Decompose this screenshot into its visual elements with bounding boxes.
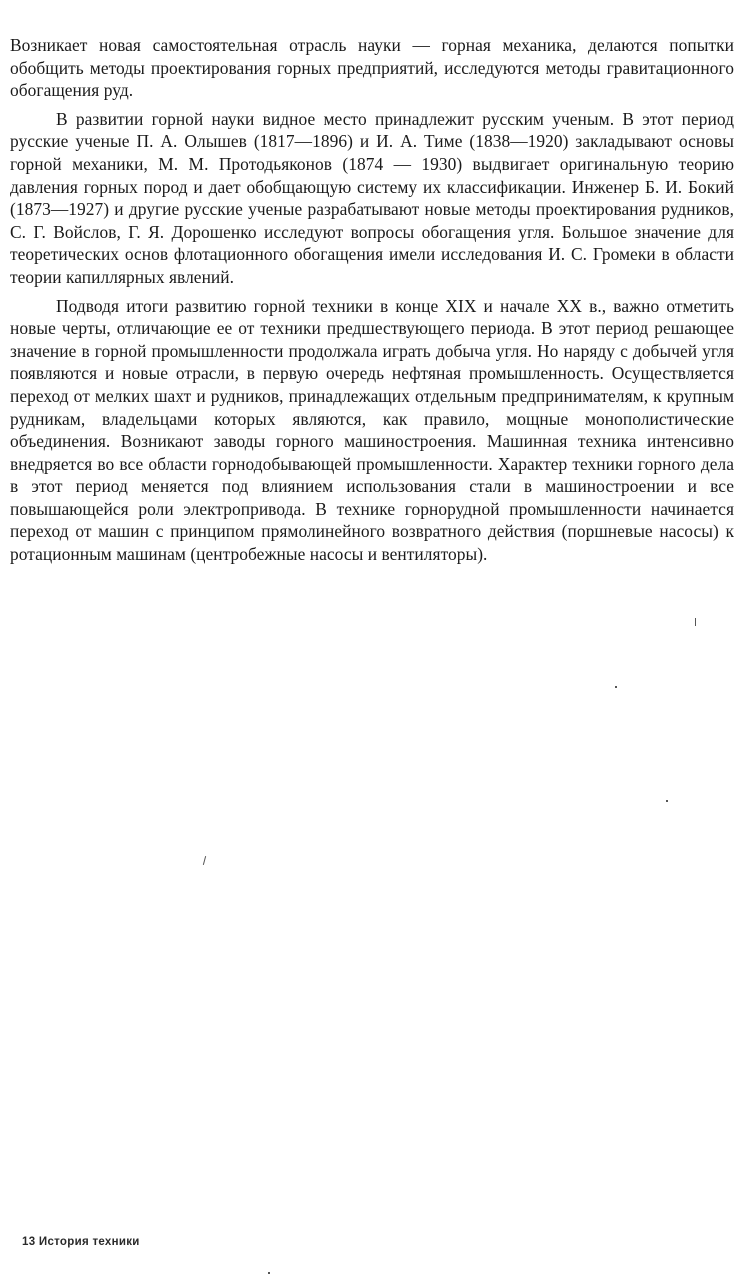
paragraph-3: Подводя итоги развитию горной техники в конце XIX и начале XX в., важно отметить новые черты, отличающие ее от техники предшествующего периода. В этот период решающее значение в горной промышленности продолжала играть добыча угля. Но наряду с добычей угля появляются и новые отрасли, в первую очередь нефтяная промышленность. Осуществляется переход от мелких шахт и рудников, принадлежащих отдельным предпринимателям, к крупным рудникам, владельцами которых являются, как правило, мощные монополистические объединения. Возникают заводы горного машиностроения. Машинная техника интенсивно внедряется во все области горнодобывающей промышленности. Характер техники горного дела в этот период меняется под влиянием использования стали в машиностроении и все повышающейся роли электропривода. В технике горнорудной промышленности начинается переход от машин с принципом прямолинейного возвратного действия (поршневые насосы) к ротационным машинам (центробежные насосы и вентиляторы). <box>10 295 734 565</box>
paragraph-1: Возникает новая самостоятельная отрасль науки — горная механика, делаются попытки обобщить методы проектирования горных предприятий, исследуются методы гравитационного обогащения руд. <box>10 35 734 101</box>
signature-mark: 13 История техники <box>22 1236 140 1248</box>
scan-speck <box>203 856 206 865</box>
paragraph-2: В развитии горной науки видное место принадлежит русским ученым. В этот период русские ученые П. А. Олышев (1817—1896) и И. А. Тиме (1838—1920) закладывают основы горной механики, М. М. Протодьяконов (1874 — 1930) выдвигает оригинальную теорию давления горных пород и дает обобщающую систему их классификации. Инженер Б. И. Бокий (1873—1927) и другие русские ученые разрабатывают новые методы проектирования рудников, С. Г. Войслов, Г. Я. Дорошенко исследуют вопросы обогащения угля. Большое значение для теоретических основ флотационного обогащения имели исследования И. С. Громеки в области теории капиллярных явлений. <box>10 108 734 287</box>
scan-speck <box>695 618 696 626</box>
document-body <box>10 34 734 572</box>
scan-speck <box>615 686 617 688</box>
scan-speck <box>268 1272 270 1274</box>
scan-speck <box>666 800 668 802</box>
